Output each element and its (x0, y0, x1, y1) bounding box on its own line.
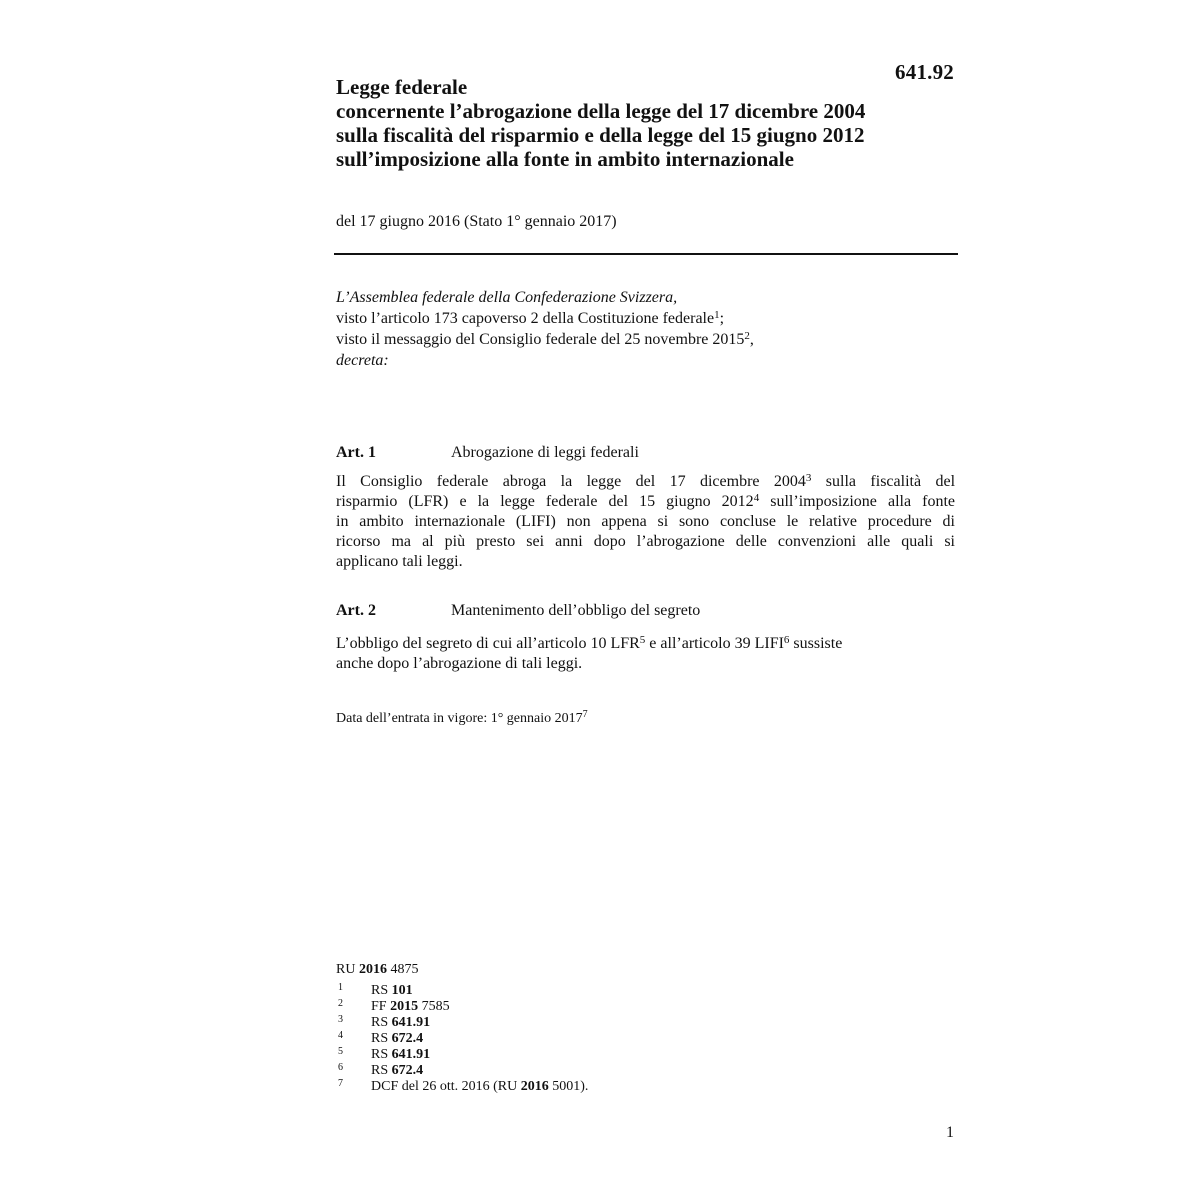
article-2-body (336, 634, 955, 674)
title-line: concernente l’abrogazione della legge del 17 dicembre 2004 (336, 99, 866, 123)
text-segment: sussiste (789, 635, 843, 652)
fn-prefix: RS (371, 1047, 392, 1062)
fn-prefix: DCF del 26 ott. 2016 (RU (371, 1079, 521, 1094)
fn-prefix: RS (371, 1031, 392, 1046)
sr-number: 641.92 (895, 60, 954, 84)
fn-prefix: RS (371, 1063, 392, 1078)
article-1-body (336, 472, 955, 572)
fn-bold: 672.4 (391, 1031, 424, 1046)
text-segment: Il Consiglio federale abroga la legge del 17 dicembre 2004 (336, 473, 806, 490)
preamble-decree: decreta: (336, 352, 389, 369)
footnote-text (371, 1079, 588, 1095)
fn-bold: 101 (391, 983, 413, 998)
fn-bold: 2016 (520, 1079, 549, 1094)
footnote-ref[interactable]: 5 (639, 634, 646, 646)
entry-text: Data dell’entrata in vigore: 1° gennaio 2017 (336, 711, 583, 726)
fn-suffix: 7585 (418, 999, 450, 1014)
footnote-ref[interactable]: 3 (805, 472, 812, 484)
footnote-ref[interactable]: 2 (744, 330, 750, 342)
preamble-punct: ; (719, 310, 725, 327)
entry-into-force (336, 711, 588, 727)
law-title (336, 75, 976, 171)
footnote-ref[interactable]: 6 (783, 634, 790, 646)
fn-bold: 641.91 (391, 1047, 431, 1062)
text-line: applicano tali leggi. (336, 553, 463, 570)
preamble-punct: , (749, 331, 754, 348)
title-line: Legge federale (336, 75, 468, 99)
fn-prefix: RS (371, 983, 392, 998)
article-number: Art. 1 (336, 444, 376, 461)
footnote-number: 4 (338, 1030, 343, 1041)
text-line (336, 634, 955, 654)
footnote-text (371, 1063, 423, 1079)
text-segment: risparmio (LFR) e la legge federale del 15 giugno 2012 (336, 493, 754, 510)
header-divider (334, 253, 958, 255)
fn-bold: 2015 (390, 999, 419, 1014)
ru-year: 2016 (358, 962, 387, 977)
fn-bold: 672.4 (391, 1063, 424, 1078)
footnote-ref[interactable]: 7 (582, 709, 588, 720)
footnote-number: 3 (338, 1014, 343, 1025)
fn-prefix: RS (371, 1015, 392, 1030)
text-line (336, 472, 955, 492)
text-segment: e all’articolo 39 LIFI (645, 635, 784, 652)
preamble-text: visto l’articolo 173 capoverso 2 della Costituzione federale (336, 310, 715, 327)
page-number: 1 (946, 1124, 954, 1141)
preamble-line (336, 329, 956, 350)
article-1-heading (336, 444, 639, 462)
preamble-assembly: L’Assemblea federale della Confederazione Svizzera, (336, 289, 678, 306)
text-line: anche dopo l’abrogazione di tali leggi. (336, 655, 583, 672)
article-title: Abrogazione di leggi federali (451, 444, 639, 461)
footnote-ref[interactable]: 4 (753, 492, 760, 504)
law-date: del 17 giugno 2016 (Stato 1° gennaio 2017) (336, 213, 617, 230)
footnote-number: 2 (338, 998, 343, 1009)
title-line: sull’imposizione alla fonte in ambito internazionale (336, 147, 794, 171)
ru-reference (336, 962, 418, 978)
text-segment: L’obbligo del segreto di cui all’articolo 10 LFR (336, 635, 640, 652)
title-line: sulla fiscalità del risparmio e della legge del 15 giugno 2012 (336, 123, 865, 147)
preamble-text: visto il messaggio del Consiglio federale del 25 novembre 2015 (336, 331, 745, 348)
footnote-number: 1 (338, 982, 343, 993)
text-line (336, 492, 955, 512)
footnote-text (371, 999, 450, 1015)
preamble (336, 287, 956, 371)
text-segment: sulla fiscalità del (811, 473, 956, 490)
fn-bold: 641.91 (391, 1015, 431, 1030)
ru-prefix: RU (336, 962, 359, 977)
footnote-ref[interactable]: 1 (714, 309, 720, 321)
text-segment: sull’imposizione alla fonte (759, 493, 955, 510)
footnote-text (371, 1031, 423, 1047)
footnote-number: 6 (338, 1062, 343, 1073)
fn-suffix: 5001). (548, 1079, 589, 1094)
article-2-heading (336, 602, 700, 620)
footnote-number: 5 (338, 1046, 343, 1057)
footnote-text (371, 983, 413, 999)
article-title: Mantenimento dell’obbligo del segreto (451, 602, 701, 619)
footnote-text (371, 1015, 430, 1031)
footnote-text (371, 1047, 430, 1063)
footnote-number: 7 (338, 1078, 343, 1089)
text-line: in ambito internazionale (LIFI) non appena si sono concluse le relative procedure di (336, 513, 955, 530)
ru-page: 4875 (386, 962, 419, 977)
text-line: ricorso ma al più presto sei anni dopo l’abrogazione delle convenzioni alle quali si (336, 533, 955, 550)
article-number: Art. 2 (336, 602, 376, 619)
preamble-line (336, 308, 956, 329)
fn-prefix: FF (371, 999, 391, 1014)
